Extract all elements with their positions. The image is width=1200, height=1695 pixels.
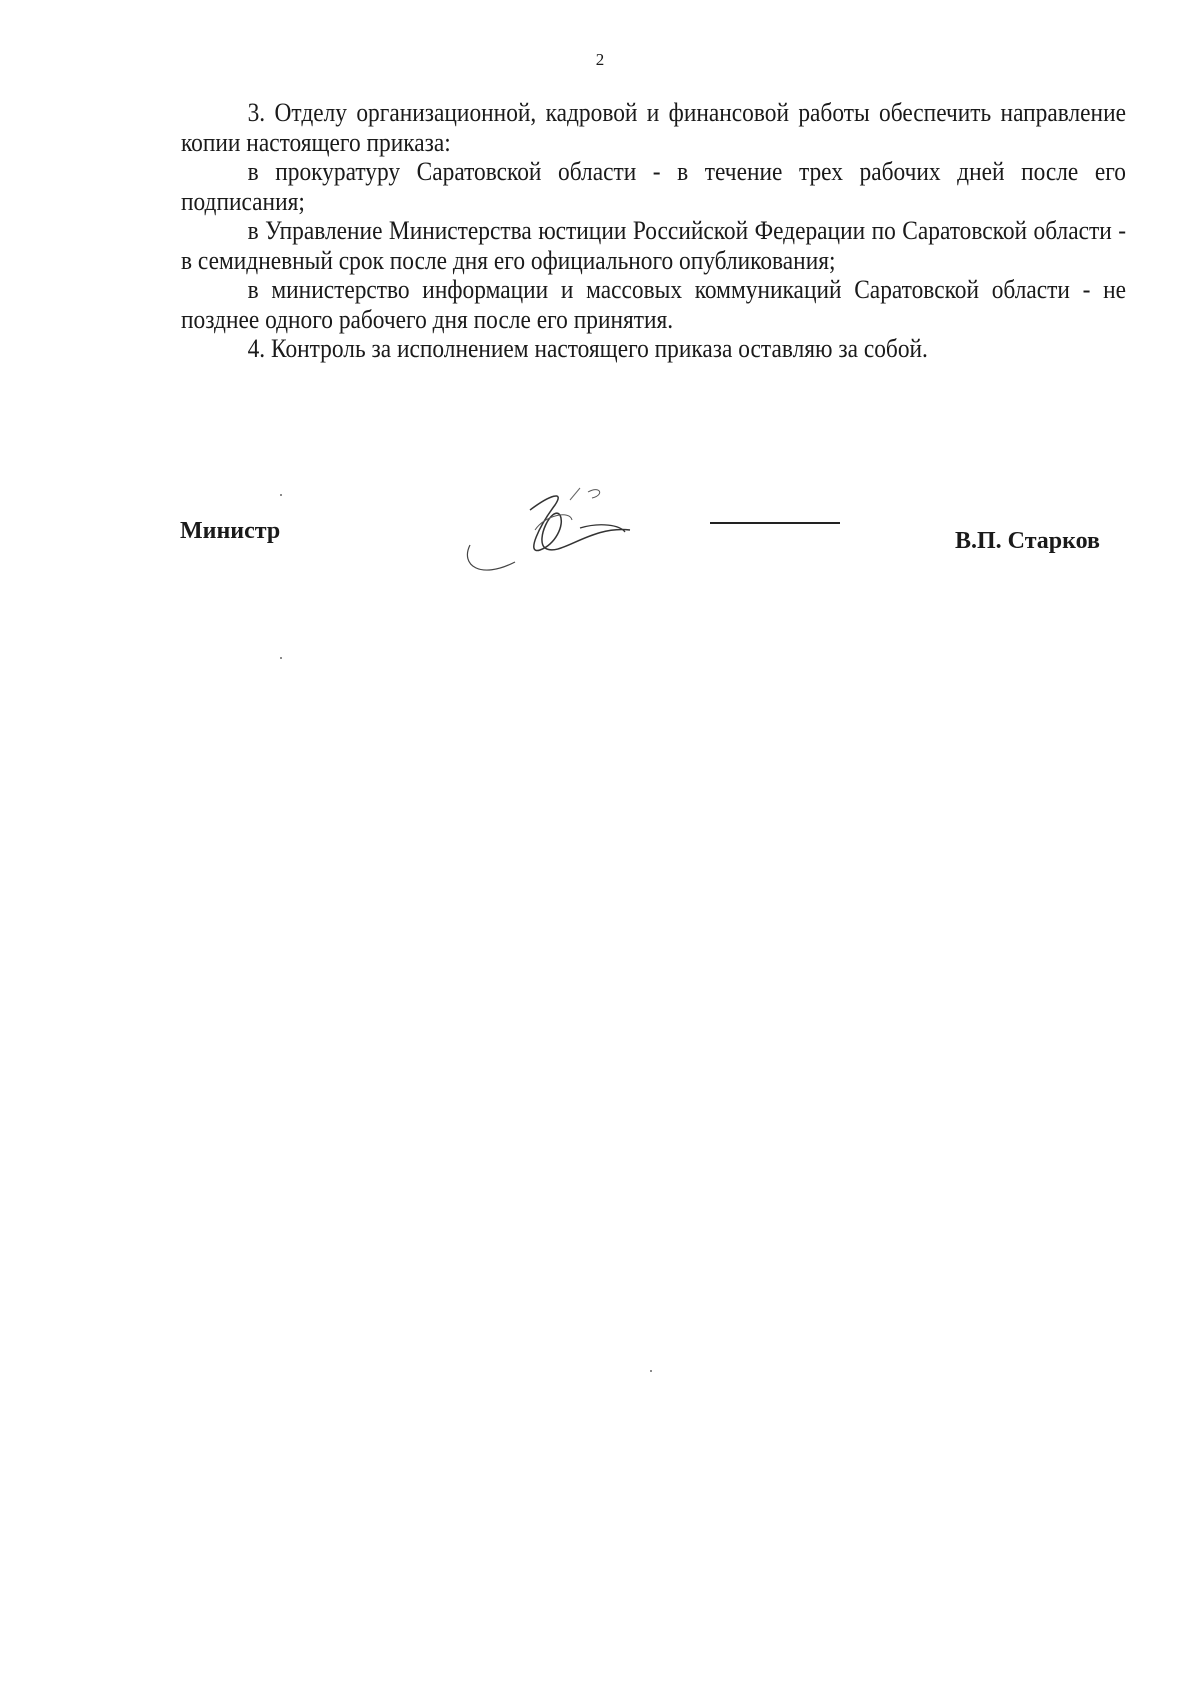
scan-speck: [280, 657, 282, 659]
paragraph-4: 4. Контроль за исполнением настоящего приказа оставляю за собой.: [247, 334, 928, 363]
document-body: [181, 98, 1126, 364]
paragraph-justice-ministry: в Управление Министерства юстиции Российской Федерации по Саратовской области - в семидневный срок после дня его официального опубликования;: [181, 216, 1127, 275]
paragraph-prosecutor: в прокуратуру Саратовской области - в течение трех рабочих дней после его подписания;: [181, 157, 1127, 216]
handwritten-signature: [460, 470, 700, 580]
paragraph-info-ministry: в министерство информации и массовых коммуникаций Саратовской области - не позднее одного рабочего дня после его принятия.: [181, 275, 1127, 334]
scan-speck: [650, 1370, 652, 1372]
signatory-name: В.П. Старков: [955, 528, 1100, 554]
scan-speck: [280, 494, 282, 496]
signature-line: [710, 522, 840, 524]
signatory-position: Министр: [180, 518, 281, 544]
paragraph-3: 3. Отделу организационной, кадровой и финансовой работы обеспечить направление копии настоящего приказа:: [181, 98, 1127, 157]
page-number: 2: [595, 50, 605, 69]
